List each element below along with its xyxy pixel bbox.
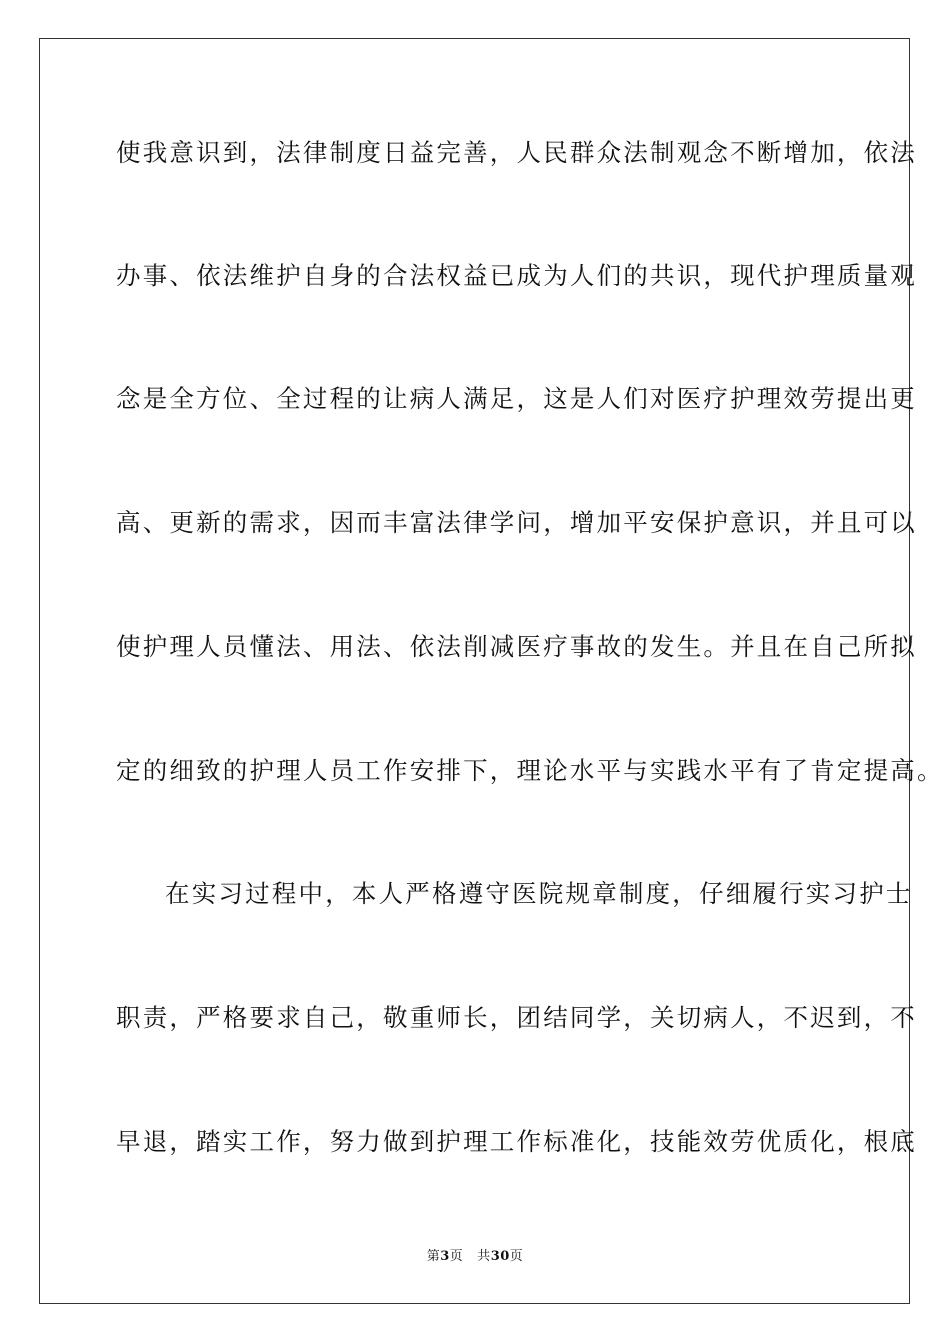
page-suffix: 页 xyxy=(449,1249,464,1264)
current-page-number: 3 xyxy=(440,1249,450,1264)
total-prefix: 共 xyxy=(477,1249,491,1264)
text-line-4: 高、更新的需求，因而丰富法律学问，增加平安保护意识，并且可以 xyxy=(116,508,917,537)
text-line-8: 职责，严格要求自己，敬重师长，团结同学，关切病人，不迟到，不 xyxy=(116,1003,917,1032)
text-line-5: 使护理人员懂法、用法、依法削减医疗事故的发生。并且在自己所拟 xyxy=(116,632,917,661)
total-pages-number: 30 xyxy=(490,1249,510,1264)
text-line-3: 念是全方位、全过程的让病人满足，这是人们对医疗护理效劳提出更 xyxy=(116,384,917,413)
page-footer xyxy=(0,1249,950,1265)
total-suffix: 页 xyxy=(509,1249,524,1264)
page-border xyxy=(39,38,910,1304)
text-line-1: 使我意识到，法律制度日益完善，人民群众法制观念不断增加，依法 xyxy=(116,138,917,167)
page-prefix: 第 xyxy=(426,1249,441,1264)
paragraph-2-line-1: 在实习过程中，本人严格遵守医院规章制度，仔细履行实习护士 xyxy=(165,879,913,908)
text-line-9: 早退，踏实工作，努力做到护理工作标准化，技能效劳优质化，根底 xyxy=(116,1127,917,1156)
text-line-2: 办事、依法维护自身的合法权益已成为人们的共识，现代护理质量观 xyxy=(116,261,917,290)
text-line-6: 定的细致的护理人员工作安排下，理论水平与实践水平有了肯定提高。 xyxy=(116,756,944,785)
